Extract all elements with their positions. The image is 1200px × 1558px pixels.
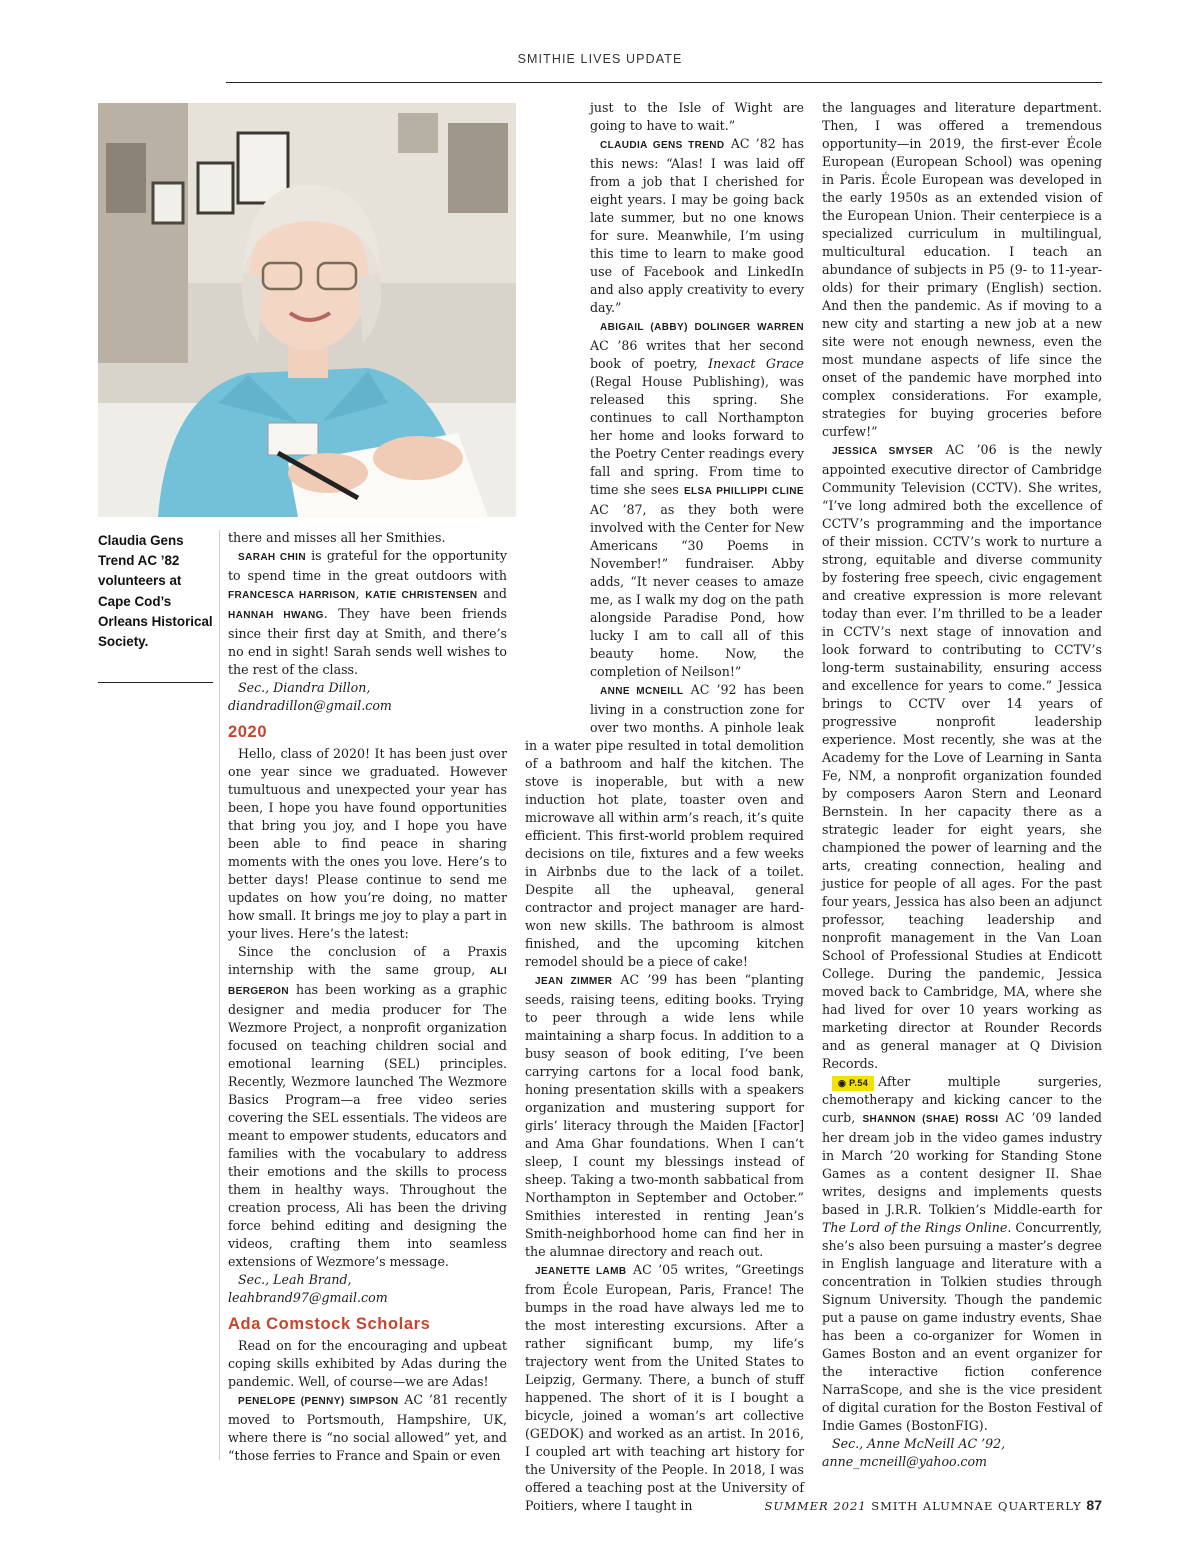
photo-wrap-spacer bbox=[525, 317, 590, 731]
column-3 bbox=[822, 99, 1102, 1471]
page-footer bbox=[765, 1497, 1103, 1513]
secretary-email: leahbrand97@gmail.com bbox=[228, 1290, 388, 1305]
paragraph: CLAUDIA GENS TREND AC ’82 has this news: “Alas! I was laid off from a job that I cherished for eight years. I may be going back late summer, but no one knows for sure. Meanwhile, I’m using this time to learn to make good use of Facebook and LinkedIn and also apply creativity to every day.” bbox=[590, 136, 804, 315]
person-name: JEAN ZIMMER bbox=[535, 976, 613, 987]
photo-caption: Claudia Gens Trend AC ’82 volunteers at Cape Cod’s Orleans Historical Society. bbox=[98, 533, 213, 650]
person-name: HANNAH HWANG bbox=[228, 610, 324, 621]
section-heading-2020: 2020 bbox=[228, 723, 268, 741]
book-title: Inexact Grace bbox=[708, 356, 804, 371]
column-2 bbox=[525, 99, 804, 1515]
footer-publication: SMITH ALUMNAE QUARTERLY bbox=[871, 1499, 1082, 1513]
paragraph: Read on for the encouraging and upbeat coping skills exhibited by Adas during the pandemic. Well, of course—we are Adas! bbox=[228, 1338, 507, 1389]
person-name: SARAH CHIN bbox=[238, 552, 306, 563]
paragraph: ◉ P.54 After multiple surgeries, chemotherapy and kicking cancer to the curb, SHANNON (SHAE) ROSSI AC ’09 landed her dream job in the video games industry in March ’20 working for Standing Stone Games as a content designer II. Shae writes, designs and implements quests based in J.R.R. Tolkien’s Middle-earth for The Lord of the Rings Online. Concurrently, she’s also been pursuing a master’s degree in English language and literature with a concentration in Tolkien studies through Signum University. Though the pandemic put a pause on game industry events, Shae has been a co-organizer for Women in Games Boston and an event organizer for the interactive fiction conference NarraScope, and she is the vice president of digital curation for the Boston Festival of Indie Games (BostonFIG). bbox=[822, 1074, 1102, 1433]
paragraph: JEANETTE LAMB AC ’05 writes, “Greetings from École European, Paris, France! The bumps in the road have always led me to the most interesting excursions. After a rather significant bump, my life’s trajectory went from the United States to Leipzig, Germany. There, a bunch of stuff happened. The short of it is I bought a bicycle, joined a woman’s art collective (GEDOK) and worked as an artist. In 2016, I coupled art with teaching art history for the University of the People. In 2018, I was offered a teaching post at the University of Poitiers, where I taught in bbox=[525, 1262, 804, 1513]
paragraph: PENELOPE (PENNY) SIMPSON AC ’81 recently moved to Portsmouth, Hampshire, UK, where there is “no social allowed” yet, and “those ferries to France and Spain or even bbox=[228, 1392, 507, 1463]
person-name: PENELOPE (PENNY) SIMPSON bbox=[238, 1396, 399, 1407]
column-1 bbox=[228, 529, 507, 1465]
paragraph: JEAN ZIMMER AC ’99 has been “planting seeds, raising teens, editing books. Trying to peer through a wide lens while maintaining a sharp focus. In addition to a busy season of book editing, I’ve been carrying cartons for a local food bank, honing presentation skills with a speakers organization and mustering support for girls’ literacy through the Maiden [Factor] and Ama Ghar foundations. When I can’t sleep, I count my blessings instead of sheep. Taking a two-month sabbatical from Northampton in September and October.” Smithies interested in renting Jean’s Smith-neighborhood home can find her in the alumnae directory and reach out. bbox=[525, 972, 804, 1259]
secretary-signature: Sec., Leah Brand, bbox=[238, 1272, 352, 1287]
person-name: KATIE CHRISTENSEN bbox=[365, 590, 478, 601]
person-name: ELSA PHILLIPPI CLINE bbox=[683, 486, 804, 497]
person-name: CLAUDIA GENS TREND bbox=[600, 140, 725, 151]
column-divider bbox=[219, 530, 220, 1460]
caption-rule bbox=[98, 682, 213, 683]
paragraph: Since the conclusion of a Praxis internship with the same group, ALI BERGERON has been working as a graphic designer and media producer for The Wezmore Project, a nonprofit organization focused on teaching children social and emotional learning (SEL) principles. Recently, Wezmore launched The Wezmore Basics Program—a free video series covering the SEL essentials. The videos are meant to empower students, educators and families with the vocabulary to address their emotions and the skills to process them in healthy ways. Throughout the creation process, Ali has been the driving force behind editing and designing the videos, crafting them into seamless extensions of Wezmore’s message. bbox=[228, 944, 507, 1269]
section-header: SMITHIE LIVES UPDATE bbox=[517, 52, 683, 66]
paragraph: there and misses all her Smithies. bbox=[228, 530, 446, 545]
section-heading-ada: Ada Comstock Scholars bbox=[228, 1315, 431, 1333]
paragraph: just to the Isle of Wight are going to have to wait.” bbox=[590, 100, 804, 133]
paragraph: ABIGAIL (ABBY) DOLINGER WARREN AC ’86 writes that her second book of poetry, Inexact Grace (Regal House Publishing), was released this spring. She continues to call Northampton her home and looks forward to the Poetry Center readings every fall and spring. From time to time she sees ELSA PHILLIPPI CLINE AC ’87, as they both were involved with the Center for New Americans “30 Poems in November!” fundraiser. Abby adds, “It never ceases to amaze me, as I walk my dog on the path alongside Paradise Pond, how lucky I am to call all of this beauty home. Now, the completion of Neilson!” bbox=[525, 317, 804, 681]
person-name: FRANCESCA HARRISON bbox=[228, 590, 356, 601]
person-name: ANNE MCNEILL bbox=[600, 686, 684, 697]
secretary-email: anne_mcneill@yahoo.com bbox=[822, 1454, 987, 1469]
page-reference-badge[interactable]: ◉ P.54 bbox=[832, 1076, 874, 1091]
header-rule bbox=[226, 82, 1102, 83]
paragraph: the languages and literature department. Then, I was offered a tremendous opportunity—in 2019, the first-ever École European (European School) was opening in Paris. École European was developed in the early 1950s as an extended vision of the European Union. Their centerpiece is a specialized curriculum in multilingual, multicultural education. I teach an abundance of subjects in P5 (9- to 11-year-olds) for their primary (English) section. And then the pandemic. As if moving to a new city and starting a new job at a new site were not enough newness, even the most mundane aspects of life since the onset of the pandemic have morphed into complex considerations. For example, strategies for buying groceries before curfew!” bbox=[822, 100, 1102, 439]
footer-season: SUMMER 2021 bbox=[764, 1499, 867, 1513]
photo-claudia-gens-trend bbox=[98, 103, 516, 517]
paragraph: Hello, class of 2020! It has been just over one year since we graduated. However tumultuous and unexpected your year has been, I hope you have found opportunities that bring you joy, and I hope you have been able to find peace in sharing moments with the ones you love. Here’s to better days! Please continue to send me updates on how you’re doing, no matter how small. It brings me joy to play a part in your lives. Here’s the latest: bbox=[228, 746, 507, 941]
paragraph: SARAH CHIN is grateful for the opportunity to spend time in the great outdoors with FRANCESCA HARRISON, KATIE CHRISTENSEN and HANNAH HWANG. They have been friends since their first day at Smith, and there’s no end in sight! Sarah sends well wishes to the rest of the class. bbox=[228, 548, 507, 677]
secretary-signature: Sec., Anne McNeill AC ’92, bbox=[832, 1436, 1006, 1451]
person-name: ALI BERGERON bbox=[228, 966, 507, 997]
secretary-email: diandradillon@gmail.com bbox=[228, 698, 392, 713]
game-title: The Lord of the Rings Online bbox=[822, 1220, 1008, 1235]
secretary-signature: Sec., Diandra Dillon, bbox=[238, 680, 371, 695]
person-name: JESSICA SMYSER bbox=[832, 446, 934, 457]
paragraph: JESSICA SMYSER AC ’06 is the newly appointed executive director of Cambridge Community Television (CCTV). She writes, “I’ve long admired both the excellence of CCTV’s programming and the importance of their mission. CCTV’s work to nurture a strong, equitable and diverse community by fostering free speech, civic engagement and creative expression is more relevant today than ever. I’m thrilled to be a leader in CCTV’s next stage of innovation and look forward to contributing to CCTV’s long-term sustainability, ensuring access and excellence for years to come.” Jessica brings to CCTV over 14 years of progressive nonprofit leadership experience. Most recently, she was at the Academy for the Love of Learning in Santa Fe, NM, a nonprofit organization founded by composers Aaron Stern and Leonard Bernstein. In her capacity there as a strategic leader for eight years, she championed the power of learning and the arts, creating connection, healing and justice for people of all ages. For the past four years, Jessica has also been an adjunct professor, teaching leadership and nonprofit management in the Van Loan School of Professional Studies at Endicott College. During the pandemic, Jessica moved back to Cambridge, MA, where she had lived for over 10 years working as marketing director at Rounder Records and as general manager at Q Division Records. bbox=[822, 442, 1102, 1071]
paragraph: ANNE MCNEILL AC ’92 has been living in a construction zone for over two months. A pinhole leak in a water pipe resulted in total demolition of a bathroom and half the kitchen. The stove is inoperable, but with a new induction hot plate, toaster oven and microwave all within arm’s reach, it’s quite efficient. This first-world problem required decisions on tile, fixtures and a few weeks in Airbnbs due to the lack of a toilet. Despite all the upheaval, general contractor and project manager are hard-won new skills. The bathroom is almost finished, and the upcoming kitchen remodel should be a piece of cake! bbox=[525, 682, 804, 969]
person-name: SHANNON (SHAE) ROSSI bbox=[862, 1114, 999, 1125]
camera-icon: ◉ bbox=[838, 1078, 847, 1088]
page-number: 87 bbox=[1086, 1497, 1102, 1513]
person-name: ABIGAIL (ABBY) DOLINGER WARREN bbox=[600, 322, 804, 333]
person-name: JEANETTE LAMB bbox=[535, 1266, 627, 1277]
